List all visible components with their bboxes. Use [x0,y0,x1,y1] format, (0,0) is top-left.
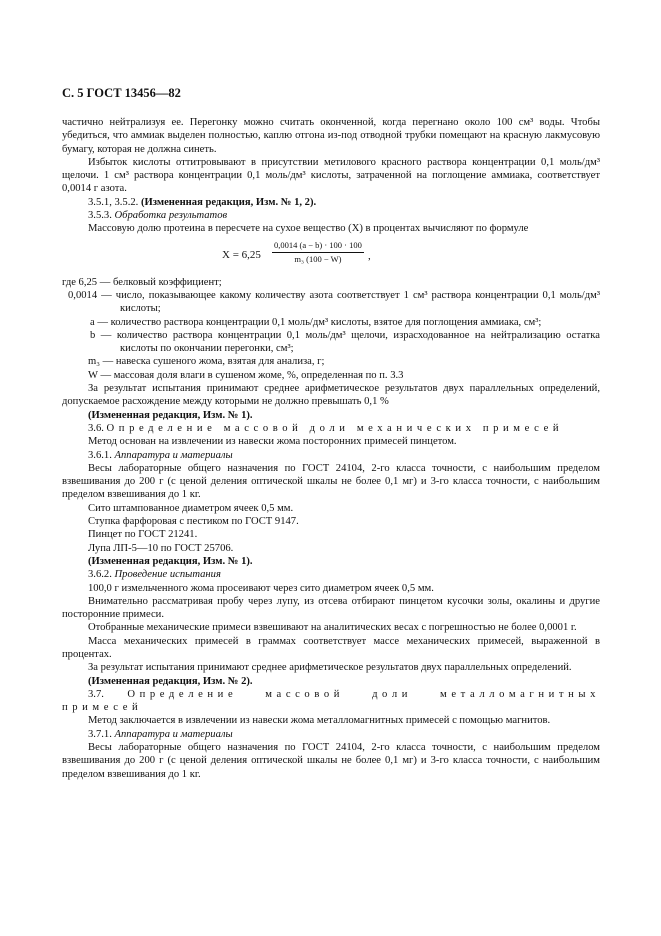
definition: a — количество раствора концентрации 0,1 моль/дм³ кислоты, взятое для поглощения аммиака, см³; [90,316,542,328]
paragraph: Избыток кислоты оттитровывают в присутствии метилового красного раствора концентрации 0,1 моль/дм³ щелочи. 1 см³ раствора концентрации 0,1 моль/дм³ кислоты, затраченной на поглощение аммиака, соответствует 0,0014 г азота. [62,156,600,195]
paragraph: Весы лабораторные общего назначения по ГОСТ 24104, 2-го класса точности, с наибольшим пределом взвешивания до 200 г (с ценой деления оптической шкалы не более 0,1 мг) и 3-го класса точности, с наибольшим пределом взвешивания до 1 кг. [62,742,600,780]
subsection-title: Аппаратура и материалы [114,728,233,740]
subsection-heading [62,568,600,581]
subsection-heading [62,449,600,462]
clause-number: 3.6. [88,422,104,434]
list-item: Ступка фарфоровая с пестиком по ГОСТ 9147. [88,516,299,528]
edit-note: (Измененная редакция, Изм. № 1). [88,409,253,421]
subsection-title: Обработка результатов [114,210,228,222]
clause-ref [62,196,600,209]
paragraph: Метод заключается в извлечении из навески жома металломагнитных примесей с помощью магнитов. [88,715,551,727]
definition: где 6,25 — белковый коэффициент; [62,276,222,288]
edit-note: (Измененная редакция, Изм. № 1). [88,555,253,567]
formula-numerator: 0,0014 (a − b) · 100 · 100 [272,240,364,253]
paragraph: Отобранные механические примеси взвешивают на аналитических весах с погрешностью не более 0,0001 г. [88,622,577,634]
definition: 0,0014 — число, показывающее какому количеству азота соответствует 1 см³ раствора концентрации 0,1 моль/дм³ кислоты; [68,289,600,315]
list-item: Лупа ЛП-5—10 по ГОСТ 25706. [88,542,234,554]
formula-fraction [272,240,364,265]
paragraph: Внимательно рассматривая пробу через лупу, из отсева отбирают пинцетом кусочки золы, окалины и другие посторонние примеси. [62,595,600,621]
paragraph: Массовую долю протеина в пересчете на сухое вещество (X) в процентах вычисляют по формуле [88,223,529,235]
clause-number: 3.5.3. [88,210,112,222]
page-header: С. 5 ГОСТ 13456—82 [62,86,181,100]
paragraph: Весы лабораторные общего назначения по ГОСТ 24104, 2-го класса точности, с наибольшим пределом взвешивания до 200 г (с ценой деления оптической шкалы не более 0,1 мг) и 3-го класса точности, с наибольшим пределом взвешивания до 1 кг. [62,462,600,501]
section-heading [62,688,600,715]
paragraph: Масса механических примесей в граммах соответствует массе механических примесей, выраженной в процентах. [62,635,600,660]
subsection-title: Проведение испытания [114,569,221,581]
paragraph: Метод основан на извлечении из навески жома посторонних примесей пинцетом. [88,436,457,448]
subsection-heading [62,209,600,222]
section-title: Определение массовой доли металломагнитных примесей [62,688,600,714]
definition: m₃ — навеска сушеного жома, взятая для анализа, г; [88,356,325,368]
clause-number: 3.7. [88,688,104,700]
document-body [62,116,600,781]
edit-note: (Измененная редакция, Изм. № 1, 2). [140,196,317,208]
definition: W — массовая доля влаги в сушеном жоме, %, определенная по п. 3.3 [88,369,404,381]
section-heading [62,422,600,435]
subsection-heading [62,728,600,741]
edit-note: (Измененная редакция, Изм. № 2). [88,675,253,687]
paragraph: За результат испытания принимают среднее арифметическое результатов двух параллельных определений, допускаемое расхождение между которыми не должно превышать 0,1 % [62,383,600,408]
formula-comma: , [368,249,371,262]
paragraph: частично нейтрализуя ее. Перегонку можно считать оконченной, когда перегнано около 100 см³ воды. Чтобы убедиться, что аммиак выделен полностью, каплю отгона из-под отводной трубки помещают на красную лакмусовую бумагу, которая не должна синеть. [62,117,600,155]
formula-lhs: X = 6,25 [222,248,261,261]
clause-number: 3.7.1. [88,728,112,740]
definitions-list [62,276,600,382]
clause-number: 3.6.1. [88,449,112,461]
subsection-title: Аппаратура и материалы [114,449,233,461]
clause-number: 3.6.2. [88,569,112,581]
list-item: Сито штампованное диаметром ячеек 0,5 мм. [88,502,294,514]
paragraph: 100,0 г измельченного жома просеивают через сито диаметром ячеек 0,5 мм. [88,582,434,594]
definition: b — количество раствора концентрации 0,1 моль/дм³ щелочи, израсходованное на нейтрализацию остатка кислоты по окончании перегонки, см³; [90,329,600,355]
list-item: Пинцет по ГОСТ 21241. [88,529,198,541]
formula-denominator: m₃ (100 − W) [294,253,342,264]
clause-number: 3.5.1, 3.5.2. [88,196,139,208]
formula [62,236,600,276]
section-title: Определение массовой доли механических примесей [106,422,564,434]
paragraph: За результат испытания принимают среднее арифметическое результатов двух параллельных определений. [88,662,572,674]
